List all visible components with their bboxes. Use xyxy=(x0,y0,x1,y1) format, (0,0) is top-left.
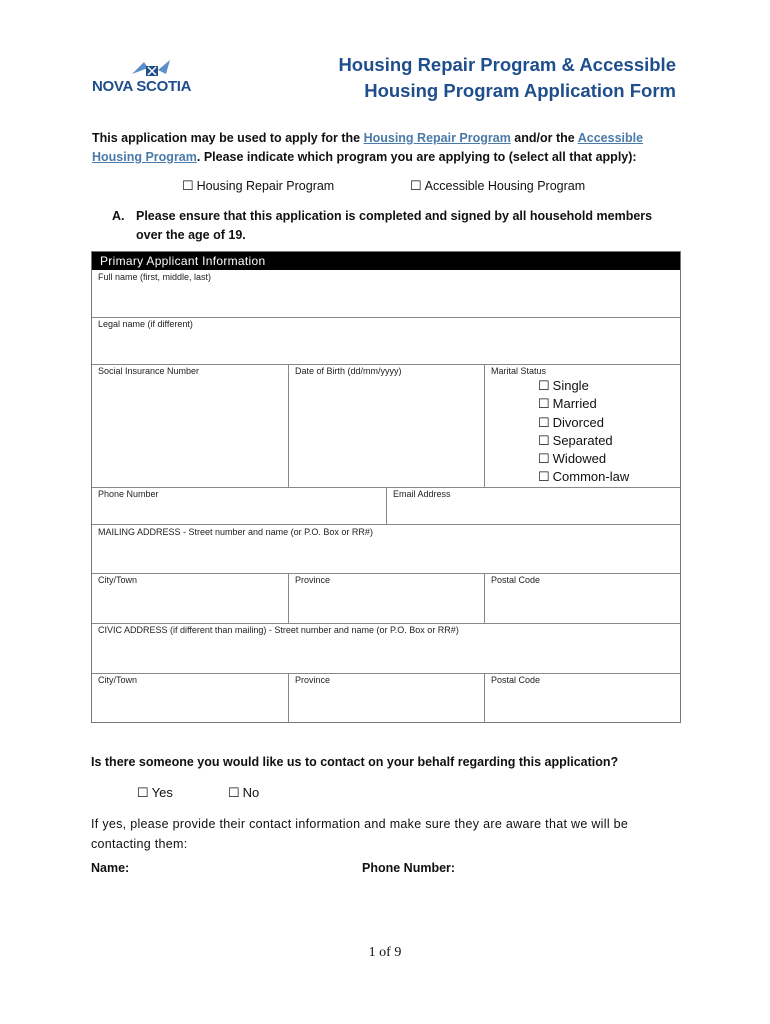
divider xyxy=(288,364,289,487)
city-town-label: City/Town xyxy=(98,575,138,585)
accessible-housing-program-link[interactable]: Accessible Housing Program xyxy=(92,131,644,164)
divider xyxy=(484,573,485,623)
divider xyxy=(92,317,680,318)
sin-label: Social Insurance Number xyxy=(98,366,200,376)
marital-option-married[interactable]: ☐ Married xyxy=(538,395,629,413)
civic-postal-code-label: Postal Code xyxy=(491,675,541,685)
checkbox-divorced[interactable]: ☐ xyxy=(538,414,550,430)
dob-label: Date of Birth (dd/mm/yyyy) xyxy=(295,366,402,376)
marital-status-label: Marital Status xyxy=(491,366,547,376)
contact-option-yes[interactable]: ☐ Yes xyxy=(137,785,173,800)
divider xyxy=(92,524,680,525)
civic-city-town-label: City/Town xyxy=(98,675,138,685)
divider xyxy=(92,573,680,574)
checkbox-married[interactable]: ☐ xyxy=(538,396,550,412)
divider xyxy=(288,673,289,723)
divider xyxy=(92,364,680,365)
divider xyxy=(92,623,680,624)
province-label: Province xyxy=(295,575,331,585)
divider xyxy=(386,487,387,524)
divider xyxy=(92,673,680,674)
civic-province-label: Province xyxy=(295,675,331,685)
marital-option-single[interactable]: ☐ Single xyxy=(538,377,629,395)
housing-repair-program-link[interactable]: Housing Repair Program xyxy=(363,131,511,145)
checkbox-housing-repair[interactable]: ☐ xyxy=(182,178,194,193)
checkbox-common-law[interactable]: ☐ xyxy=(538,469,550,485)
form-section-header: Primary Applicant Information xyxy=(92,252,680,270)
divider xyxy=(288,573,289,623)
legal-name-label: Legal name (if different) xyxy=(98,319,193,329)
mailing-address-label: MAILING ADDRESS - Street number and name (or P.O. Box or RR#) xyxy=(98,527,373,537)
contact-option-no[interactable]: ☐ No xyxy=(228,785,260,800)
full-name-label: Full name (first, middle, last) xyxy=(98,272,212,282)
marital-option-divorced[interactable]: ☐ Divorced xyxy=(538,414,629,432)
email-address-label: Email Address xyxy=(393,489,451,499)
divider xyxy=(484,364,485,487)
intro-paragraph: This application may be used to apply for the Housing Repair Program and/or the Accessible Housing Program. Please indicate which program you are applying to (select all that apply): xyxy=(92,131,644,164)
contact-instructions: If yes, please provide their contact information and make sure they are aware that we will be contacting them: xyxy=(91,817,629,851)
checkbox-no[interactable]: ☐ xyxy=(228,785,240,800)
civic-address-label: CIVIC ADDRESS (if different than mailing) - Street number and name (or P.O. Box or RR#) xyxy=(98,625,459,635)
program-option-accessible-housing[interactable]: ☐ Accessible Housing Program xyxy=(410,178,586,193)
marital-option-widowed[interactable]: ☐ Widowed xyxy=(538,450,629,468)
marital-option-common-law[interactable]: ☐ Common-law xyxy=(538,468,629,486)
section-a-note: A. Please ensure that this application is completed and signed by all household members over the age of 19. xyxy=(112,209,653,242)
divider xyxy=(484,673,485,723)
contact-phone-label: Phone Number: xyxy=(362,861,456,875)
phone-number-label: Phone Number xyxy=(98,489,159,499)
checkbox-yes[interactable]: ☐ xyxy=(137,785,149,800)
marital-option-separated[interactable]: ☐ Separated xyxy=(538,432,629,450)
marital-status-options xyxy=(538,377,629,487)
logo-wordmark: NOVA SCOTIA xyxy=(92,78,192,95)
checkbox-accessible-housing[interactable]: ☐ xyxy=(410,178,422,193)
contact-question: Is there someone you would like us to contact on your behalf regarding this application? xyxy=(91,755,619,769)
checkbox-single[interactable]: ☐ xyxy=(538,378,550,393)
program-option-housing-repair[interactable]: ☐ Housing Repair Program xyxy=(182,178,335,193)
contact-name-label: Name: xyxy=(91,861,130,875)
form-title: Housing Repair Program & Accessible Housing Program Application Form xyxy=(338,54,676,101)
checkbox-separated[interactable]: ☐ xyxy=(538,432,550,448)
page-number: 1 of 9 xyxy=(368,945,402,960)
checkbox-widowed[interactable]: ☐ xyxy=(538,451,550,467)
postal-code-label: Postal Code xyxy=(491,575,541,585)
